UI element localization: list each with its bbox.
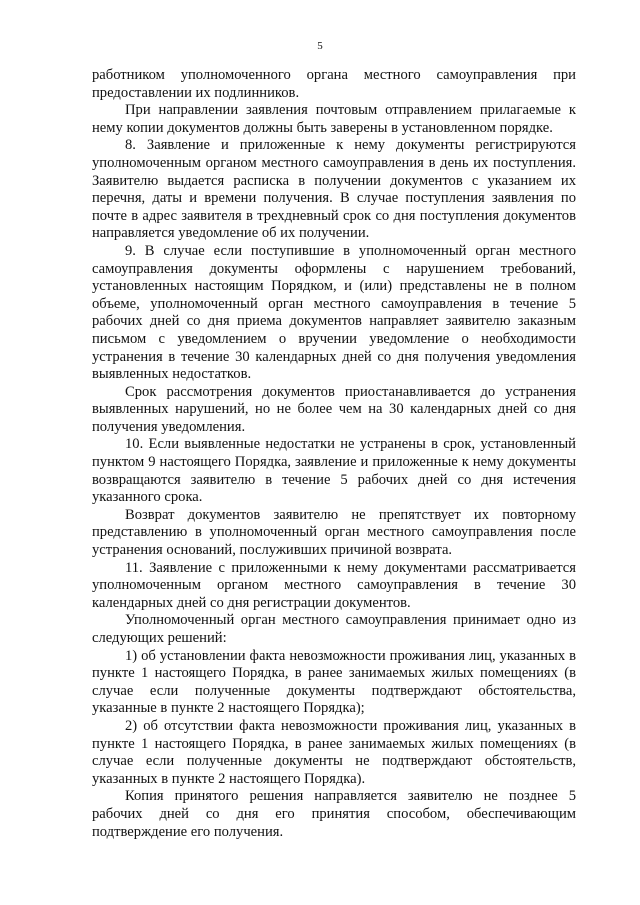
page-number: 5 (317, 40, 323, 52)
document-body (92, 67, 576, 841)
decision-option-1: 1) об установлении факта невозможности проживания лиц, указанных в пункте 1 настоящего Порядка, в ранее занимаемых жилых помещениях (в случае если полученные документы подтверждают обстоятельства, указанные в пункте 2 настоящего Порядка); (92, 647, 576, 717)
paragraph-item-8: 8. Заявление и приложенные к нему документы регистрируются уполномоченным органом местного самоуправления в день их поступления. Заявителю выдается расписка в получении документов с указанием их перечня, даты и времени получения. В случае поступления заявления по почте в адрес заявителя в трехдневный срок со дня поступления документов направляется уведомление об их получении. (92, 137, 576, 242)
paragraph-item-11: 11. Заявление с приложенными к нему документами рассматривается уполномоченным органом местного самоуправления в течение 30 календарных дней со дня регистрации документов. (92, 559, 576, 611)
paragraph: При направлении заявления почтовым отправлением прилагаемые к нему копии документов должны быть заверены в установленном порядке. (92, 102, 576, 136)
paragraph-item-9: 9. В случае если поступившие в уполномоченный орган местного самоуправления документы оформлены с нарушением требований, установленных настоящим Порядком, и (или) представлены не в полном объеме, уполномоченный орган местного самоуправления в течение 5 рабочих дней со дня приема документов направляет заявителю заказным письмом с уведомлением о вручении уведомление о необходимости устранения в течение 30 календарных дней со дня получения уведомления выявленных недостатков. (92, 242, 576, 383)
paragraph: Уполномоченный орган местного самоуправления принимает одно из следующих решений: (92, 612, 576, 646)
paragraph: Возврат документов заявителю не препятствует их повторному представлению в уполномоченный орган местного самоуправления после устранения оснований, послуживших причиной возврата. (92, 506, 576, 559)
paragraph: работником уполномоченного органа местного самоуправления при предоставлении их подлинников. (92, 67, 576, 101)
paragraph-item-10: 10. Если выявленные недостатки не устранены в срок, установленный пунктом 9 настоящего Порядка, заявление и приложенные к нему документы возвращаются заявителю в течение 5 рабочих дней со дня истечения указанного срока. (92, 436, 576, 506)
paragraph: Копия принятого решения направляется заявителю не позднее 5 рабочих дней со дня его принятия способом, обеспечивающим подтверждение его получения. (92, 788, 576, 840)
decision-option-2: 2) об отсутствии факта невозможности проживания лиц, указанных в пункте 1 настоящего Порядка, в ранее занимаемых жилых помещениях (в случае если полученные документы не подтверждают обстоятельств, указанных в пункте 2 настоящего Порядка). (92, 717, 576, 787)
paragraph: Срок рассмотрения документов приостанавливается до устранения выявленных нарушений, но не более чем на 30 календарных дней со дня получения уведомления. (92, 383, 576, 435)
